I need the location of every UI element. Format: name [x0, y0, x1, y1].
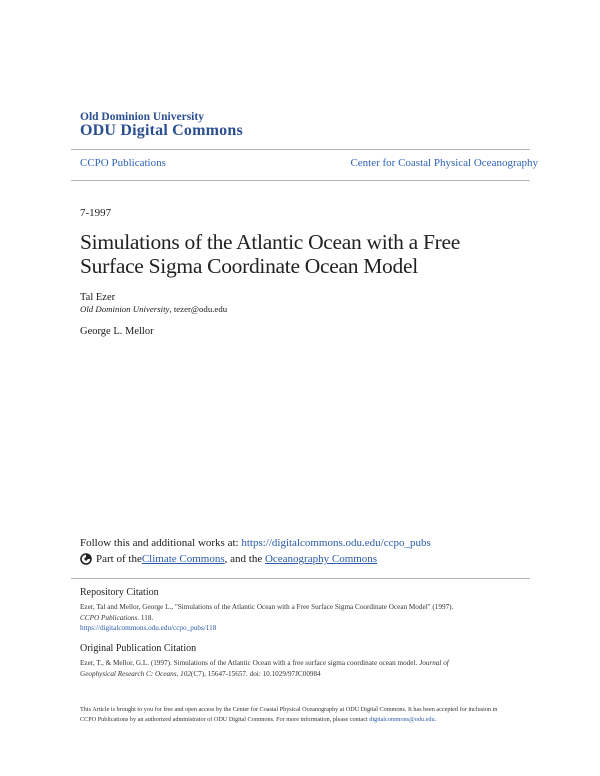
oceanography-commons-link[interactable]: Oceanography Commons	[264, 553, 378, 565]
original-citation	[80, 658, 520, 679]
original-line-1	[80, 658, 520, 669]
repository-number: . 118.	[137, 613, 154, 622]
nav-divider	[71, 180, 530, 181]
repository-line-1: Ezer, Tal and Mellor, George L., "Simulations of the Atlantic Ocean with a Free Surface Sigma Coordinate Ocean Model" (1997).	[80, 603, 454, 611]
original-citation-heading: Original Publication Citation	[80, 643, 197, 654]
paper-title	[80, 230, 520, 278]
repository-url-link[interactable]: https://digitalcommons.odu.edu/ccpo_pubs/118	[80, 624, 217, 632]
top-divider	[71, 149, 530, 150]
author-2: George L. Mellor	[80, 326, 154, 337]
follow-text: Follow this and additional works at:	[80, 537, 242, 549]
repository-citation-heading: Repository Citation	[80, 587, 159, 598]
original-journal-start: Journal of	[419, 659, 449, 667]
repository-line-2	[80, 613, 520, 624]
notice-text: This Article is brought to you for free and open access by the Center for Coastal Physical Oceanography at ODU Digital Commons. It has been accepted for inclusion in CCPO Publications by an authorized administrator of ODU Digital Commons. For more information, please contact	[80, 706, 498, 723]
part-prefix: Part of the	[96, 553, 142, 565]
original-journal-end: Geophysical Research C: Oceans, 102	[80, 669, 191, 678]
part-mid: , and the	[224, 553, 265, 565]
original-authors-title: Ezer, T., & Mellor, G.L. (1997). Simulations of the Atlantic Ocean with a free surface sigma coordinate ocean model.	[80, 659, 420, 667]
title-line-1: Simulations of the Atlantic Ocean with a Free	[80, 230, 460, 254]
access-notice	[80, 705, 500, 725]
original-line-2	[80, 669, 520, 680]
repository-journal: CCPO Publications	[80, 613, 138, 622]
repository-name[interactable]: ODU Digital Commons	[80, 122, 243, 139]
title-line-2: Surface Sigma Coordinate Ocean Model	[80, 254, 418, 278]
affiliation-name: Old Dominion University	[80, 304, 170, 314]
university-name: Old Dominion University	[80, 111, 204, 123]
citation-divider	[71, 578, 530, 579]
publication-date: 7-1997	[80, 207, 112, 219]
author-1: Tal Ezer	[80, 292, 116, 303]
network-icon	[80, 553, 92, 565]
author-1-email[interactable]: , tezer@odu.edu	[169, 304, 228, 314]
collection-url-link[interactable]: https://digitalcommons.odu.edu/ccpo_pubs	[241, 537, 431, 549]
repository-citation	[80, 602, 520, 634]
ccpo-publications-link[interactable]: CCPO Publications	[80, 157, 166, 169]
follow-line	[80, 537, 431, 549]
author-1-affiliation	[80, 304, 227, 314]
climate-commons-link[interactable]: Climate Commons	[141, 553, 225, 565]
center-link[interactable]: Center for Coastal Physical Oceanography	[350, 157, 538, 169]
part-of-line	[80, 553, 377, 565]
notice-end: .	[434, 716, 437, 723]
original-issue-doi: (C7), 15647-15657. doi: 10.1029/97JC00984	[190, 669, 321, 678]
contact-email-link[interactable]: digitalcommons@odu.edu	[369, 716, 435, 723]
